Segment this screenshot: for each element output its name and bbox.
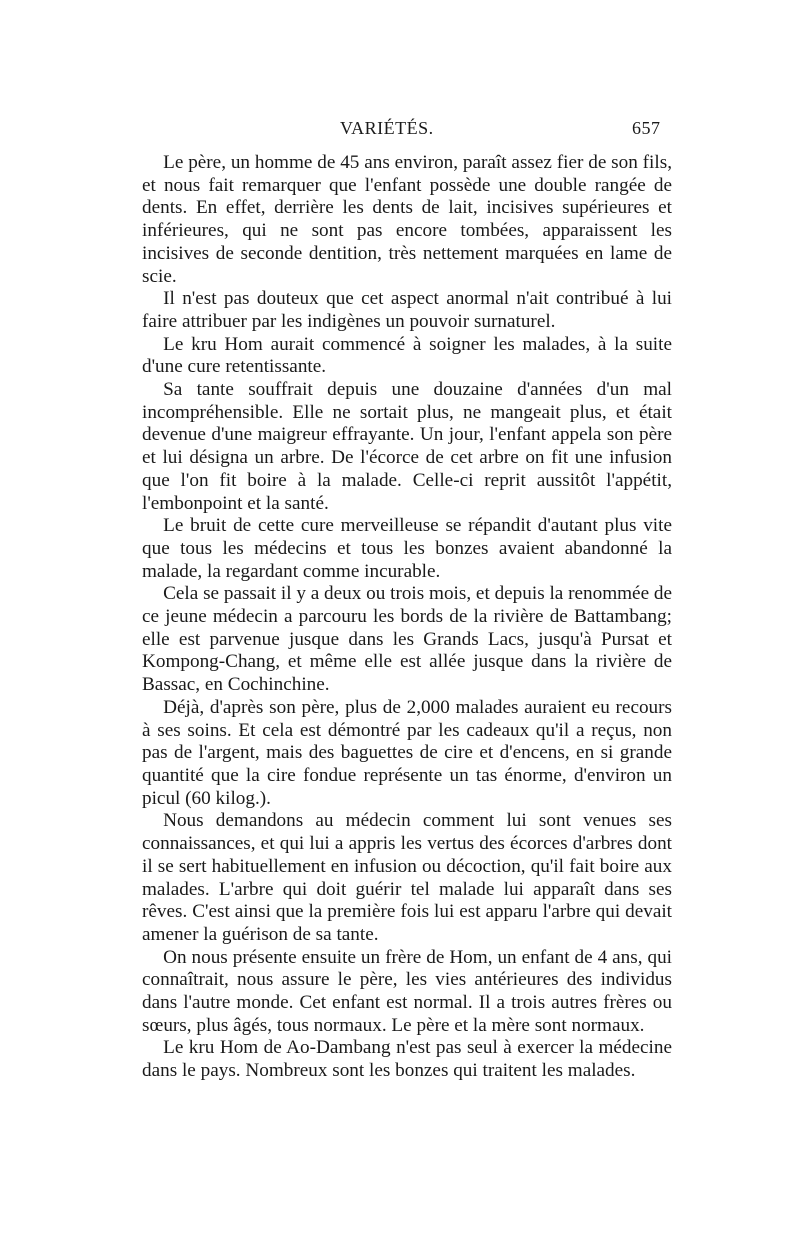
paragraph: On nous présente ensuite un frère de Hom, un enfant de 4 ans, qui connaîtrait, nous assure le père, les vies antérieures des individus dans l'autre monde. Cet enfant est normal. Il a trois autres frères ou sœurs, plus âgés, tous normaux. Le père et la mère sont normaux. <box>142 946 672 1036</box>
running-title: VARIÉTÉS. <box>340 118 434 138</box>
paragraph: Il n'est pas douteux que cet aspect anormal n'ait contribué à lui faire attribuer par les indigènes un pouvoir surnaturel. <box>142 288 672 332</box>
page-number: 657 <box>632 118 661 138</box>
paragraph: Le bruit de cette cure merveilleuse se répandit d'autant plus vite que tous les médecins et tous les bonzes avaient abandonné la malade, la regardant comme incurable. <box>142 515 672 582</box>
paragraph: Le kru Hom aurait commencé à soigner les malades, à la suite d'une cure retentissante. <box>142 333 672 378</box>
paragraph: Cela se passait il y a deux ou trois mois, et depuis la renommée de ce jeune médecin a parcouru les bords de la rivière de Battambang; elle est parvenue jusque dans les Grands Lacs, jusqu'à Pursat et Kompong-Chang, et même elle est allée jusque dans la rivière de Bassac, en Cochinchine. <box>142 583 672 696</box>
paragraph: Nous demandons au médecin comment lui sont venues ses connaissances, et qui lui a appris les vertus des écorces d'arbres dont il se sert habituellement en infusion ou décoction, qu'il fait boire aux malades. L'arbre qui doit guérir tel malade lui apparaît dans ses rêves. C'est ainsi que la première fois lui est apparu l'arbre qui devait amener la guérison de sa tante. <box>142 810 672 945</box>
paragraph: Sa tante souffrait depuis une douzaine d'années d'un mal incompréhensible. Elle ne sortait plus, ne mangeait plus, et était devenue d'une maigreur effrayante. Un jour, l'enfant appela son père et lui désigna un arbre. De l'écorce de cet arbre on fit une infusion que l'on fit boire à la malade. Celle-ci reprit aussitôt l'appétit, l'embonpoint et la santé. <box>142 379 672 514</box>
paragraph: Déjà, d'après son père, plus de 2,000 malades auraient eu recours à ses soins. Et cela est démontré par les cadeaux qu'il a reçus, non pas de l'argent, mais des baguettes de cire et d'encens, en si grande quantité que la cire fondue représente un tas énorme, d'environ un picul (60 kilog.). <box>142 696 672 809</box>
paragraph: Le père, un homme de 45 ans environ, paraît assez fier de son fils, et nous fait remarquer que l'enfant possède une double rangée de dents. En effet, derrière les dents de lait, incisives supérieures et inférieures, qui ne sont pas encore tombées, apparaissent les incisives de seconde dentition, très nettement marquées en lame de scie. <box>142 152 672 287</box>
running-header <box>0 118 800 142</box>
body-text <box>142 152 672 1083</box>
paragraph: Le kru Hom de Ao-Dambang n'est pas seul à exercer la médecine dans le pays. Nombreux sont les bonzes qui traitent les malades. <box>142 1037 672 1082</box>
